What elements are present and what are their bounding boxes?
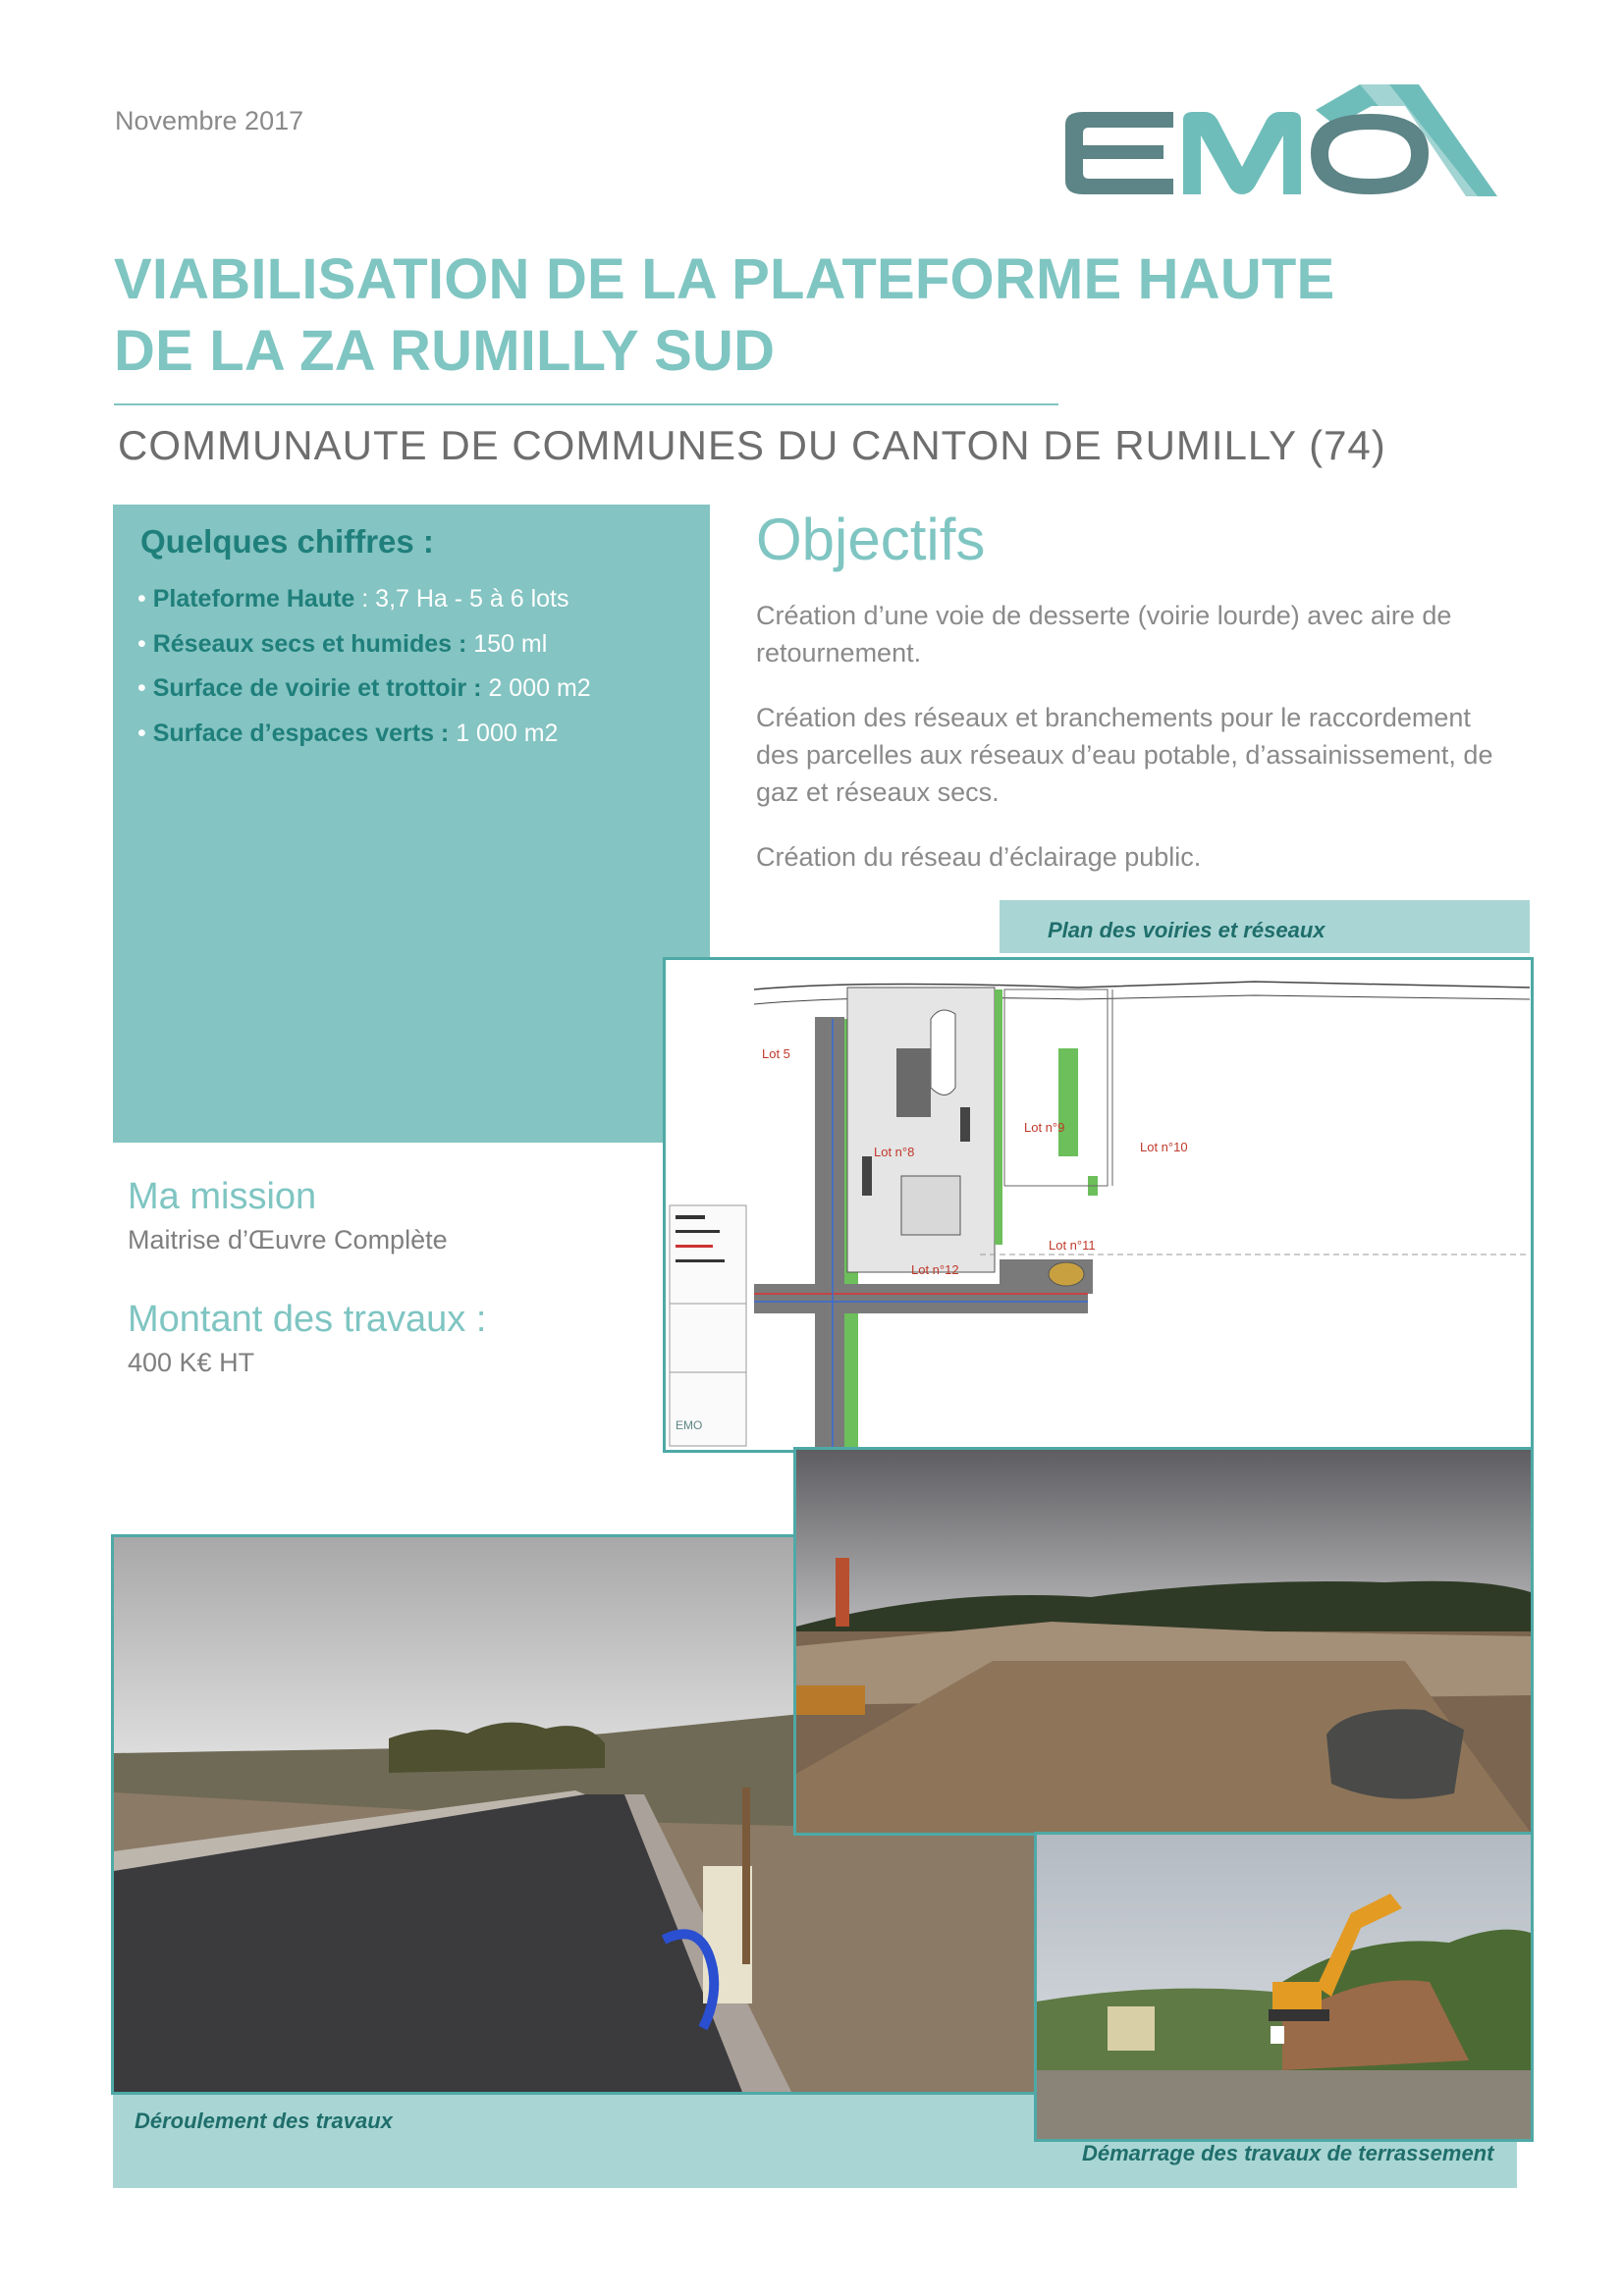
emo-logo [1065, 80, 1497, 198]
photo-earthworks [1034, 1832, 1534, 2142]
figure-label: Plateforme Haute [152, 585, 355, 613]
figure-value: : 3,7 Ha - 5 à 6 lots [354, 585, 569, 613]
mission-value: Maitrise d’Œuvre Complète [128, 1225, 448, 1255]
title-line-2: DE LA ZA RUMILLY SUD [114, 319, 776, 383]
works-caption: Déroulement des travaux [135, 2109, 393, 2133]
amount-heading: Montant des travaux : [128, 1299, 487, 1340]
figure-label: Réseaux secs et humides : [152, 629, 467, 658]
list-item: • Surface de voirie et trottoir : 2 000 m2 [137, 674, 591, 702]
objective-paragraph-2: Création des réseaux et branchements pour le raccordement des parcelles aux réseaux d’eau potable, d’assainissement, de gaz et réseaux secs. [756, 703, 1493, 807]
title-line-1: VIABILISATION DE LA PLATEFORME HAUTE [114, 247, 1335, 311]
lot-label: Lot n°8 [874, 1145, 915, 1159]
list-item: • Réseaux secs et humides : 150 ml [137, 629, 548, 658]
lot-label: Lot n°11 [1049, 1238, 1096, 1253]
key-figures-heading: Quelques chiffres : [140, 523, 434, 560]
lot-label: Lot 5 [762, 1046, 790, 1061]
lot-label: Lot n°12 [911, 1262, 959, 1277]
key-figures-list [137, 577, 591, 756]
figure-value: 1 000 m2 [449, 719, 559, 747]
lot-label: Lot n°10 [1140, 1140, 1188, 1154]
figure-label: Surface de voirie et trottoir : [152, 674, 482, 702]
lot-label: Lot n°9 [1024, 1120, 1065, 1135]
objectives-heading: Objectifs [756, 507, 986, 572]
list-item: • Plateforme Haute : 3,7 Ha - 5 à 6 lots [137, 585, 569, 613]
site-plan-drawing [663, 957, 1534, 1453]
plan-caption: Plan des voiries et réseaux [1048, 918, 1325, 942]
figure-value: 2 000 m2 [481, 674, 591, 702]
list-item: • Surface d’espaces verts : 1 000 m2 [137, 719, 559, 747]
mission-heading: Ma mission [128, 1176, 317, 1217]
page-subtitle: COMMUNAUTE DE COMMUNES DU CANTON DE RUMILLY (74) [118, 422, 1386, 468]
document-date: Novembre 2017 [115, 106, 304, 135]
page-title [114, 243, 1334, 387]
earthworks-caption: Démarrage des travaux de terrassement [1082, 2141, 1494, 2165]
figure-value: 150 ml [466, 629, 548, 658]
svg-text:EMO: EMO [676, 1418, 703, 1432]
objective-paragraph-3: Création du réseau d’éclairage public. [756, 842, 1202, 872]
title-divider [114, 403, 1058, 405]
amount-value: 400 K€ HT [128, 1348, 255, 1377]
objective-paragraph-1: Création d’une voie de desserte (voirie lourde) avec aire de retournement. [756, 601, 1452, 667]
figure-label: Surface d’espaces verts : [152, 719, 450, 747]
photo-site-overview [793, 1447, 1534, 1836]
